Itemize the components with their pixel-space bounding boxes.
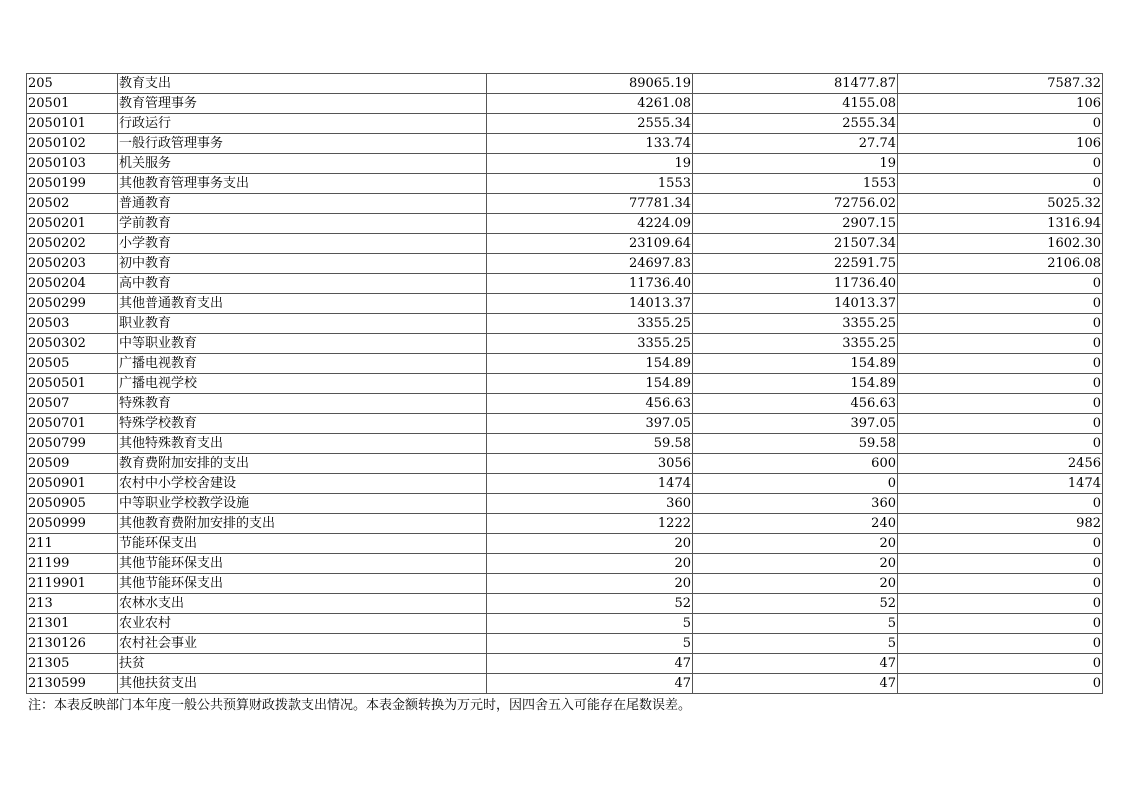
basic-expenditure-cell: 3355.25 bbox=[693, 314, 898, 334]
subject-name-cell: 特殊学校教育 bbox=[118, 414, 487, 434]
subject-code-cell: 21305 bbox=[27, 654, 118, 674]
project-expenditure-cell: 982 bbox=[898, 514, 1103, 534]
project-expenditure-cell: 106 bbox=[898, 94, 1103, 114]
subject-code-cell: 2130599 bbox=[27, 674, 118, 694]
basic-expenditure-cell: 21507.34 bbox=[693, 234, 898, 254]
subject-code-cell: 2050101 bbox=[27, 114, 118, 134]
table-row bbox=[27, 214, 1103, 234]
table-row bbox=[27, 634, 1103, 654]
total-amount-cell: 3355.25 bbox=[487, 314, 693, 334]
subject-name-cell: 高中教育 bbox=[118, 274, 487, 294]
total-amount-cell: 1222 bbox=[487, 514, 693, 534]
basic-expenditure-cell: 5 bbox=[693, 634, 898, 654]
subject-name-cell: 普通教育 bbox=[118, 194, 487, 214]
subject-name-cell: 扶贫 bbox=[118, 654, 487, 674]
project-expenditure-cell: 0 bbox=[898, 314, 1103, 334]
total-amount-cell: 14013.37 bbox=[487, 294, 693, 314]
subject-code-cell: 20505 bbox=[27, 354, 118, 374]
basic-expenditure-cell: 2555.34 bbox=[693, 114, 898, 134]
project-expenditure-cell: 7587.32 bbox=[898, 74, 1103, 94]
table-row bbox=[27, 74, 1103, 94]
table-row bbox=[27, 394, 1103, 414]
project-expenditure-cell: 0 bbox=[898, 614, 1103, 634]
subject-name-cell: 其他节能环保支出 bbox=[118, 574, 487, 594]
total-amount-cell: 52 bbox=[487, 594, 693, 614]
project-expenditure-cell: 0 bbox=[898, 494, 1103, 514]
total-amount-cell: 5 bbox=[487, 634, 693, 654]
basic-expenditure-cell: 2907.15 bbox=[693, 214, 898, 234]
project-expenditure-cell: 0 bbox=[898, 334, 1103, 354]
basic-expenditure-cell: 4155.08 bbox=[693, 94, 898, 114]
subject-code-cell: 2050203 bbox=[27, 254, 118, 274]
total-amount-cell: 154.89 bbox=[487, 354, 693, 374]
table-row bbox=[27, 194, 1103, 214]
basic-expenditure-cell: 3355.25 bbox=[693, 334, 898, 354]
total-amount-cell: 4224.09 bbox=[487, 214, 693, 234]
table-row bbox=[27, 414, 1103, 434]
subject-name-cell: 节能环保支出 bbox=[118, 534, 487, 554]
project-expenditure-cell: 0 bbox=[898, 154, 1103, 174]
project-expenditure-cell: 0 bbox=[898, 274, 1103, 294]
project-expenditure-cell: 0 bbox=[898, 354, 1103, 374]
total-amount-cell: 23109.64 bbox=[487, 234, 693, 254]
basic-expenditure-cell: 20 bbox=[693, 554, 898, 574]
subject-name-cell: 农林水支出 bbox=[118, 594, 487, 614]
total-amount-cell: 89065.19 bbox=[487, 74, 693, 94]
total-amount-cell: 20 bbox=[487, 554, 693, 574]
project-expenditure-cell: 0 bbox=[898, 634, 1103, 654]
subject-name-cell: 广播电视学校 bbox=[118, 374, 487, 394]
project-expenditure-cell: 0 bbox=[898, 414, 1103, 434]
subject-name-cell: 学前教育 bbox=[118, 214, 487, 234]
table-row bbox=[27, 154, 1103, 174]
project-expenditure-cell: 0 bbox=[898, 394, 1103, 414]
table-row bbox=[27, 494, 1103, 514]
table-row bbox=[27, 94, 1103, 114]
total-amount-cell: 24697.83 bbox=[487, 254, 693, 274]
project-expenditure-cell: 2106.08 bbox=[898, 254, 1103, 274]
subject-name-cell: 其他教育管理事务支出 bbox=[118, 174, 487, 194]
subject-code-cell: 2050202 bbox=[27, 234, 118, 254]
basic-expenditure-cell: 19 bbox=[693, 154, 898, 174]
table-row bbox=[27, 274, 1103, 294]
total-amount-cell: 77781.34 bbox=[487, 194, 693, 214]
table-row bbox=[27, 254, 1103, 274]
total-amount-cell: 20 bbox=[487, 574, 693, 594]
total-amount-cell: 19 bbox=[487, 154, 693, 174]
subject-name-cell: 特殊教育 bbox=[118, 394, 487, 414]
subject-code-cell: 20501 bbox=[27, 94, 118, 114]
basic-expenditure-cell: 397.05 bbox=[693, 414, 898, 434]
expenditure-table bbox=[26, 73, 1103, 694]
project-expenditure-cell: 1474 bbox=[898, 474, 1103, 494]
subject-name-cell: 初中教育 bbox=[118, 254, 487, 274]
total-amount-cell: 154.89 bbox=[487, 374, 693, 394]
total-amount-cell: 456.63 bbox=[487, 394, 693, 414]
subject-name-cell: 广播电视教育 bbox=[118, 354, 487, 374]
subject-name-cell: 其他扶贫支出 bbox=[118, 674, 487, 694]
total-amount-cell: 2555.34 bbox=[487, 114, 693, 134]
total-amount-cell: 11736.40 bbox=[487, 274, 693, 294]
basic-expenditure-cell: 81477.87 bbox=[693, 74, 898, 94]
expenditure-table-body bbox=[27, 74, 1103, 694]
subject-code-cell: 2050204 bbox=[27, 274, 118, 294]
project-expenditure-cell: 0 bbox=[898, 374, 1103, 394]
subject-code-cell: 205 bbox=[27, 74, 118, 94]
project-expenditure-cell: 2456 bbox=[898, 454, 1103, 474]
table-row bbox=[27, 654, 1103, 674]
project-expenditure-cell: 0 bbox=[898, 574, 1103, 594]
table-row bbox=[27, 614, 1103, 634]
project-expenditure-cell: 1316.94 bbox=[898, 214, 1103, 234]
basic-expenditure-cell: 20 bbox=[693, 574, 898, 594]
basic-expenditure-cell: 154.89 bbox=[693, 374, 898, 394]
project-expenditure-cell: 0 bbox=[898, 554, 1103, 574]
subject-name-cell: 行政运行 bbox=[118, 114, 487, 134]
table-row bbox=[27, 174, 1103, 194]
subject-name-cell: 一般行政管理事务 bbox=[118, 134, 487, 154]
basic-expenditure-cell: 14013.37 bbox=[693, 294, 898, 314]
project-expenditure-cell: 0 bbox=[898, 114, 1103, 134]
subject-code-cell: 211 bbox=[27, 534, 118, 554]
subject-code-cell: 20507 bbox=[27, 394, 118, 414]
subject-code-cell: 2119901 bbox=[27, 574, 118, 594]
subject-code-cell: 2050302 bbox=[27, 334, 118, 354]
table-row bbox=[27, 574, 1103, 594]
subject-name-cell: 农业农村 bbox=[118, 614, 487, 634]
table-row bbox=[27, 434, 1103, 454]
basic-expenditure-cell: 47 bbox=[693, 674, 898, 694]
basic-expenditure-cell: 600 bbox=[693, 454, 898, 474]
basic-expenditure-cell: 20 bbox=[693, 534, 898, 554]
subject-code-cell: 2050501 bbox=[27, 374, 118, 394]
table-row bbox=[27, 114, 1103, 134]
table-row bbox=[27, 474, 1103, 494]
basic-expenditure-cell: 52 bbox=[693, 594, 898, 614]
total-amount-cell: 133.74 bbox=[487, 134, 693, 154]
subject-name-cell: 农村社会事业 bbox=[118, 634, 487, 654]
subject-code-cell: 20503 bbox=[27, 314, 118, 334]
table-row bbox=[27, 534, 1103, 554]
subject-name-cell: 小学教育 bbox=[118, 234, 487, 254]
subject-name-cell: 其他普通教育支出 bbox=[118, 294, 487, 314]
total-amount-cell: 3355.25 bbox=[487, 334, 693, 354]
total-amount-cell: 20 bbox=[487, 534, 693, 554]
table-row bbox=[27, 314, 1103, 334]
table-row bbox=[27, 554, 1103, 574]
project-expenditure-cell: 0 bbox=[898, 434, 1103, 454]
total-amount-cell: 1553 bbox=[487, 174, 693, 194]
table-row bbox=[27, 454, 1103, 474]
basic-expenditure-cell: 27.74 bbox=[693, 134, 898, 154]
total-amount-cell: 1474 bbox=[487, 474, 693, 494]
subject-code-cell: 2050799 bbox=[27, 434, 118, 454]
total-amount-cell: 360 bbox=[487, 494, 693, 514]
total-amount-cell: 3056 bbox=[487, 454, 693, 474]
project-expenditure-cell: 1602.30 bbox=[898, 234, 1103, 254]
subject-code-cell: 21199 bbox=[27, 554, 118, 574]
subject-name-cell: 机关服务 bbox=[118, 154, 487, 174]
subject-code-cell: 2130126 bbox=[27, 634, 118, 654]
subject-name-cell: 其他教育费附加安排的支出 bbox=[118, 514, 487, 534]
project-expenditure-cell: 0 bbox=[898, 174, 1103, 194]
subject-name-cell: 中等职业学校教学设施 bbox=[118, 494, 487, 514]
subject-code-cell: 2050103 bbox=[27, 154, 118, 174]
subject-name-cell: 其他特殊教育支出 bbox=[118, 434, 487, 454]
basic-expenditure-cell: 240 bbox=[693, 514, 898, 534]
subject-name-cell: 教育管理事务 bbox=[118, 94, 487, 114]
table-row bbox=[27, 234, 1103, 254]
subject-code-cell: 21301 bbox=[27, 614, 118, 634]
table-note: 注：本表反映部门本年度一般公共预算财政拨款支出情况。本表金额转换为万元时，因四舍五入可能存在尾数误差。 bbox=[28, 698, 692, 713]
total-amount-cell: 4261.08 bbox=[487, 94, 693, 114]
subject-code-cell: 2050701 bbox=[27, 414, 118, 434]
basic-expenditure-cell: 5 bbox=[693, 614, 898, 634]
total-amount-cell: 59.58 bbox=[487, 434, 693, 454]
basic-expenditure-cell: 154.89 bbox=[693, 354, 898, 374]
project-expenditure-cell: 0 bbox=[898, 534, 1103, 554]
basic-expenditure-cell: 456.63 bbox=[693, 394, 898, 414]
subject-name-cell: 教育支出 bbox=[118, 74, 487, 94]
basic-expenditure-cell: 360 bbox=[693, 494, 898, 514]
project-expenditure-cell: 5025.32 bbox=[898, 194, 1103, 214]
subject-code-cell: 213 bbox=[27, 594, 118, 614]
subject-code-cell: 2050102 bbox=[27, 134, 118, 154]
project-expenditure-cell: 0 bbox=[898, 654, 1103, 674]
project-expenditure-cell: 0 bbox=[898, 294, 1103, 314]
total-amount-cell: 5 bbox=[487, 614, 693, 634]
table-row bbox=[27, 514, 1103, 534]
subject-name-cell: 中等职业教育 bbox=[118, 334, 487, 354]
table-row bbox=[27, 294, 1103, 314]
subject-name-cell: 职业教育 bbox=[118, 314, 487, 334]
table-row bbox=[27, 594, 1103, 614]
subject-name-cell: 教育费附加安排的支出 bbox=[118, 454, 487, 474]
basic-expenditure-cell: 1553 bbox=[693, 174, 898, 194]
table-row bbox=[27, 354, 1103, 374]
subject-code-cell: 2050999 bbox=[27, 514, 118, 534]
basic-expenditure-cell: 72756.02 bbox=[693, 194, 898, 214]
subject-code-cell: 2050901 bbox=[27, 474, 118, 494]
total-amount-cell: 47 bbox=[487, 674, 693, 694]
subject-name-cell: 其他节能环保支出 bbox=[118, 554, 487, 574]
table-row bbox=[27, 374, 1103, 394]
basic-expenditure-cell: 0 bbox=[693, 474, 898, 494]
table-row bbox=[27, 334, 1103, 354]
subject-code-cell: 2050201 bbox=[27, 214, 118, 234]
table-row bbox=[27, 674, 1103, 694]
subject-code-cell: 2050905 bbox=[27, 494, 118, 514]
subject-name-cell: 农村中小学校舍建设 bbox=[118, 474, 487, 494]
project-expenditure-cell: 0 bbox=[898, 674, 1103, 694]
basic-expenditure-cell: 22591.75 bbox=[693, 254, 898, 274]
basic-expenditure-cell: 47 bbox=[693, 654, 898, 674]
total-amount-cell: 47 bbox=[487, 654, 693, 674]
subject-code-cell: 20502 bbox=[27, 194, 118, 214]
total-amount-cell: 397.05 bbox=[487, 414, 693, 434]
basic-expenditure-cell: 59.58 bbox=[693, 434, 898, 454]
table-row bbox=[27, 134, 1103, 154]
project-expenditure-cell: 106 bbox=[898, 134, 1103, 154]
subject-code-cell: 2050299 bbox=[27, 294, 118, 314]
subject-code-cell: 20509 bbox=[27, 454, 118, 474]
subject-code-cell: 2050199 bbox=[27, 174, 118, 194]
project-expenditure-cell: 0 bbox=[898, 594, 1103, 614]
basic-expenditure-cell: 11736.40 bbox=[693, 274, 898, 294]
